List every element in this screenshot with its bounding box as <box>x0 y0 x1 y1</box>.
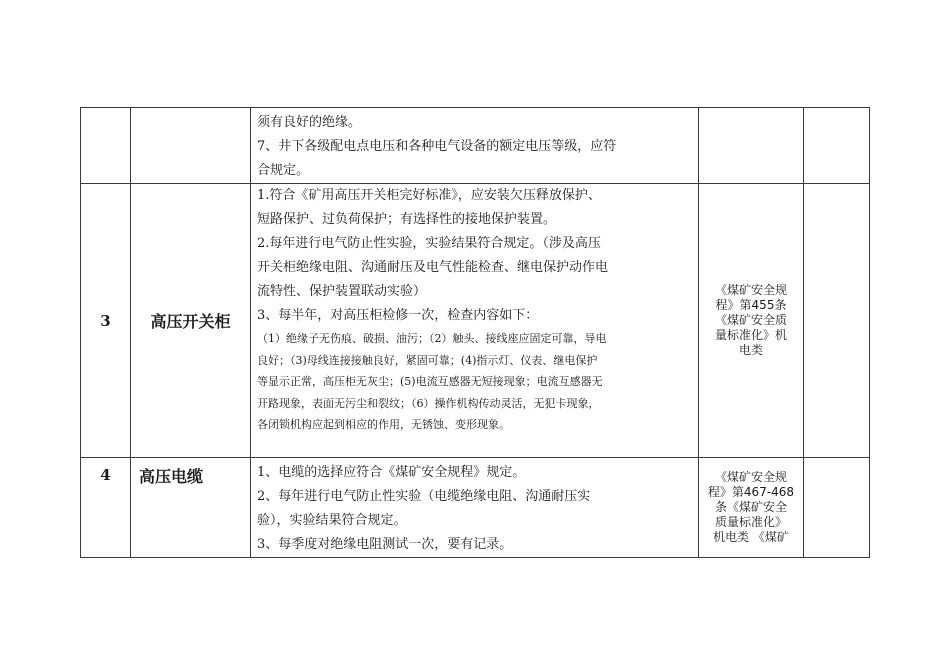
reference-line: 质量标准化》 <box>714 515 787 529</box>
row-number-cell <box>81 458 131 558</box>
reference-cell <box>699 108 804 184</box>
inspection-table <box>80 107 870 558</box>
item-name-cell <box>131 184 251 458</box>
reference-line: 《煤矿安全规 <box>714 283 787 297</box>
requirement-line: 开关柜绝缘电阻、沟通耐压及电气性能检查、继电保护动作电 <box>257 260 609 275</box>
reference-line: 程》第455条 <box>715 298 787 312</box>
extra-cell <box>804 184 870 458</box>
table-row <box>81 458 870 558</box>
requirement-line: 3、每半年，对高压柜检修一次，检查内容如下： <box>257 308 539 323</box>
requirement-line: 合规定。 <box>257 163 310 178</box>
requirement-line: 短路保护、过负荷保护；有选择性的接地保护装置。 <box>257 212 557 227</box>
reference-cell <box>699 184 804 458</box>
reference-line: 量标准化》机 <box>714 328 787 342</box>
inspection-detail-line: 各闭锁机构应起到相应的作用，无锈蚀、变形现象。 <box>257 418 510 431</box>
requirement-line: 1.符合《矿用高压开关柜完好标准》，应安装欠压释放保护、 <box>257 188 601 203</box>
row-number-cell <box>81 108 131 184</box>
requirement-line: 7、井下各级配电点电压和各种电气设备的额定电压等级，应符 <box>257 139 617 154</box>
requirement-line: 须有良好的绝缘。 <box>257 115 362 130</box>
reference-line: 条《煤矿安全 <box>714 500 787 514</box>
reference-line: 电类 <box>738 343 763 357</box>
item-name: 高压开关柜 <box>150 312 231 331</box>
requirement-line: 流特性、保护装置联动实验） <box>257 284 427 299</box>
item-name: 高压电缆 <box>139 467 204 486</box>
reference-line: 《煤矿安全规 <box>714 470 787 484</box>
row-number-cell <box>81 184 131 458</box>
inspection-detail-line: 良好；（3)母线连接接触良好，紧固可靠；(4)指示灯、仪表、继电保护 <box>257 353 598 367</box>
requirement-line: 2.每年进行电气防止性实验，实验结果符合规定。（涉及高压 <box>257 236 601 251</box>
row-number: 3 <box>100 311 111 330</box>
requirements-cell <box>251 184 699 458</box>
table-row <box>81 108 870 184</box>
extra-cell <box>804 108 870 184</box>
requirement-line: 验），实验结果符合规定。 <box>257 513 407 528</box>
requirement-line: 2、每年进行电气防止性实验（电缆绝缘电阻、沟通耐压实 <box>257 489 591 504</box>
item-name-cell <box>131 108 251 184</box>
table-row <box>81 184 870 458</box>
requirement-line: 3、每季度对绝缘电阻测试一次，要有记录。 <box>257 537 513 552</box>
row-number: 4 <box>100 466 111 484</box>
reference-cell <box>699 458 804 558</box>
reference-line: 程》第467-468 <box>707 485 795 499</box>
requirements-cell <box>251 458 699 558</box>
item-name-cell <box>131 458 251 558</box>
reference-line: 《煤矿安全质 <box>714 313 787 327</box>
inspection-detail-line: （1）绝缘子无伤痕、破损、油污；（2）触头、接线座应固定可靠，导电 <box>257 332 607 345</box>
requirements-cell <box>251 108 699 184</box>
reference-line: 机电类 《煤矿 <box>713 530 789 544</box>
requirement-line: 1、电缆的选择应符合《煤矿安全规程》规定。 <box>257 465 526 480</box>
inspection-detail-line: 等显示正常，高压柜无灰尘；(5)电流互感器无短接现象；电流互感器无 <box>257 375 603 388</box>
inspection-detail-line: 开路现象，表面无污尘和裂纹；（6）操作机构传动灵活，无犯卡现象， <box>257 396 600 410</box>
extra-cell <box>804 458 870 558</box>
